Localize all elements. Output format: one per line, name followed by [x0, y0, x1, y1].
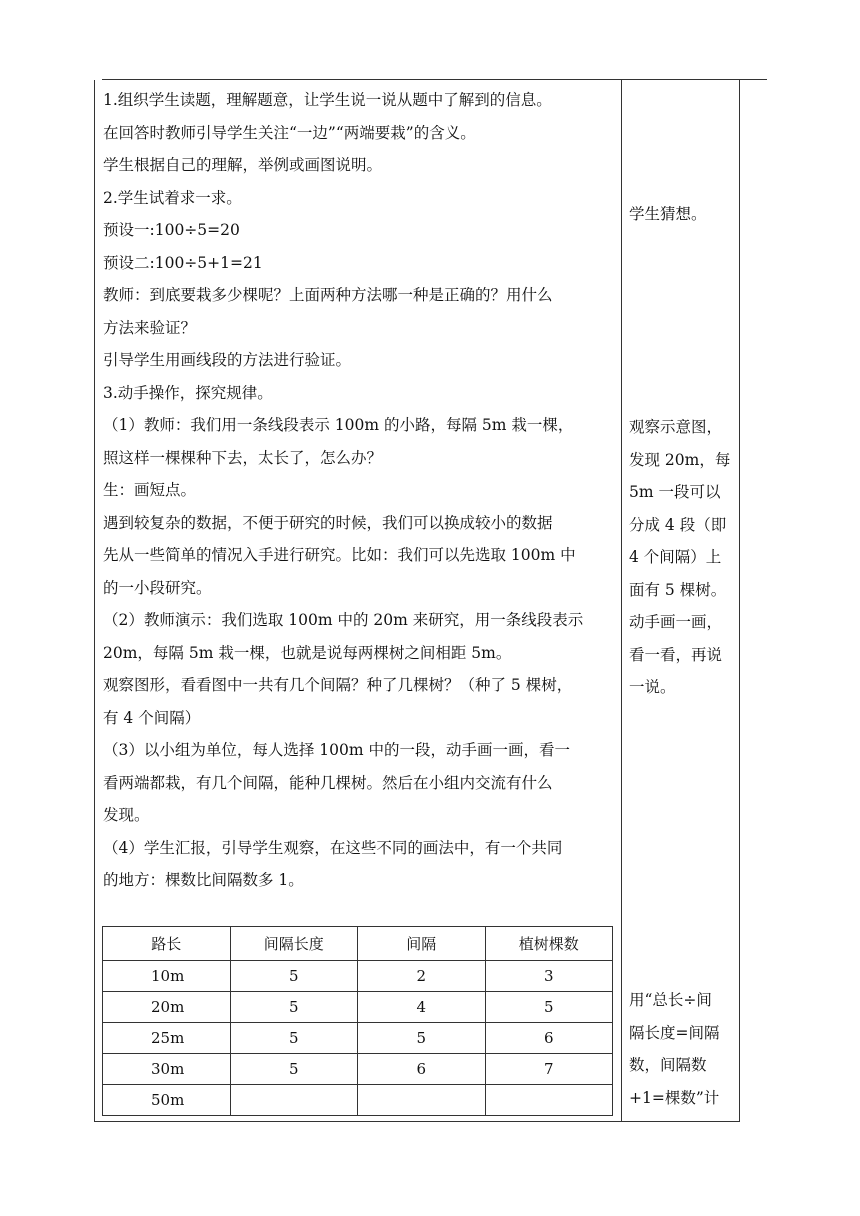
text-line: 1.组织学生读题，理解题意，让学生说一说从题中了解到的信息。: [103, 91, 552, 109]
table-row: [103, 992, 613, 1023]
note-line: 5m 一段可以: [629, 483, 721, 501]
student-activity-note-1: [629, 198, 737, 231]
text-line: 教师：到底要栽多少棵呢？上面两种方法哪一种是正确的？用什么: [103, 286, 553, 304]
note-line: 用“总长÷间: [629, 991, 712, 1009]
text-line: 的一小段研究。: [103, 578, 212, 597]
cell-road-length: 20m: [103, 992, 231, 1023]
text-line: 生：画短点。: [103, 481, 197, 499]
note-line: 隔长度=间隔: [629, 1023, 720, 1042]
cell-interval-length: 5: [230, 992, 358, 1023]
text-line: 引导学生用画线段的方法进行验证。: [103, 351, 352, 369]
text-line: （1）教师：我们用一条线段表示 100m 的小路，每隔 5m 栽一棵，: [103, 416, 574, 434]
cell-tree-count: 7: [485, 1054, 613, 1085]
table-row: [103, 1085, 613, 1116]
text-line: 学生根据自己的理解，举例或画图说明。: [103, 156, 383, 174]
note-line: 观察示意图，: [629, 418, 723, 436]
cell-interval-count: 4: [358, 992, 486, 1023]
text-line: 20m，每隔 5m 栽一棵，也就是说每两棵树之间相距 5m。: [103, 643, 512, 662]
note-line: 数，间隔数: [629, 1056, 707, 1074]
text-line: 3.动手操作，探究规律。: [103, 383, 273, 402]
cell-tree-count: 3: [485, 961, 613, 992]
cell-tree-count: 5: [485, 992, 613, 1023]
teaching-process-column: [103, 84, 615, 897]
header-interval-length: 间隔长度: [230, 927, 358, 961]
text-line: 2.学生试着求一求。: [103, 188, 242, 207]
note-line: 面有 5 棵树。: [629, 580, 727, 599]
text-line: 预设二:100÷5+1=21: [103, 253, 263, 272]
text-line: 的地方：棵数比间隔数多 1。: [103, 871, 304, 889]
note-line: 发现 20m，每: [629, 450, 731, 469]
note-line: 动手画一画，: [629, 613, 723, 631]
student-activity-note-3: [629, 984, 737, 1114]
note-line: +1=棵数”计: [629, 1088, 720, 1107]
text-line: （4）学生汇报，引导学生观察，在这些不同的画法中，有一个共同: [103, 838, 563, 857]
text-line: （2）教师演示：我们选取 100m 中的 20m 来研究，用一条线段表示: [103, 611, 584, 629]
cell-interval-count: 6: [358, 1054, 486, 1085]
note-line: 4 个间隔）上: [629, 548, 722, 566]
text-line: 有 4 个间隔）: [103, 708, 201, 727]
text-line: 照这样一棵棵种下去，太长了，怎么办？: [103, 448, 383, 467]
note-line: 分成 4 段（即: [629, 515, 727, 534]
cell-tree-count: 6: [485, 1023, 613, 1054]
text-line: 预设一:100÷5=20: [103, 221, 240, 239]
cell-tree-count: [485, 1085, 613, 1116]
text-line: 方法来验证？: [103, 318, 197, 337]
cell-interval-count: 5: [358, 1023, 486, 1054]
cell-road-length: 10m: [103, 961, 231, 992]
note-line: 学生猜想。: [629, 205, 707, 223]
table-row: [103, 1023, 613, 1054]
column-divider: [621, 80, 622, 1122]
cell-interval-length: [230, 1085, 358, 1116]
student-activity-note-2: [629, 411, 737, 704]
text-line: 观察图形，看看图中一共有几个间隔？种了几棵树？（种了 5 棵树，: [103, 676, 573, 694]
table-row: [103, 961, 613, 992]
table-header-row: [103, 927, 613, 961]
note-line: 一说。: [629, 678, 676, 696]
tree-planting-table: [102, 926, 613, 1116]
cell-interval-count: 2: [358, 961, 486, 992]
cell-road-length: 25m: [103, 1023, 231, 1054]
cell-interval-count: [358, 1085, 486, 1116]
text-line: （3）以小组为单位，每人选择 100m 中的一段，动手画一画，看一: [103, 741, 570, 759]
text-line: 看两端都栽，有几个间隔，能种几棵树。然后在小组内交流有什么: [103, 773, 553, 792]
cell-road-length: 50m: [103, 1085, 231, 1116]
cell-interval-length: 5: [230, 1023, 358, 1054]
header-interval-count: 间隔: [358, 927, 486, 961]
cell-road-length: 30m: [103, 1054, 231, 1085]
table-row: [103, 1054, 613, 1085]
text-line: 在回答时教师引导学生关注“一边”“两端要栽”的含义。: [103, 123, 476, 142]
header-tree-count: 植树棵数: [485, 927, 613, 961]
text-line: 先从一些简单的情况入手进行研究。比如：我们可以先选取 100m 中: [103, 546, 576, 564]
cell-interval-length: 5: [230, 1054, 358, 1085]
text-line: 遇到较复杂的数据，不便于研究的时候，我们可以换成较小的数据: [103, 513, 553, 532]
note-line: 看一看，再说: [629, 645, 723, 664]
cell-interval-length: 5: [230, 961, 358, 992]
text-line: 发现。: [103, 806, 150, 824]
header-road-length: 路长: [103, 927, 231, 961]
